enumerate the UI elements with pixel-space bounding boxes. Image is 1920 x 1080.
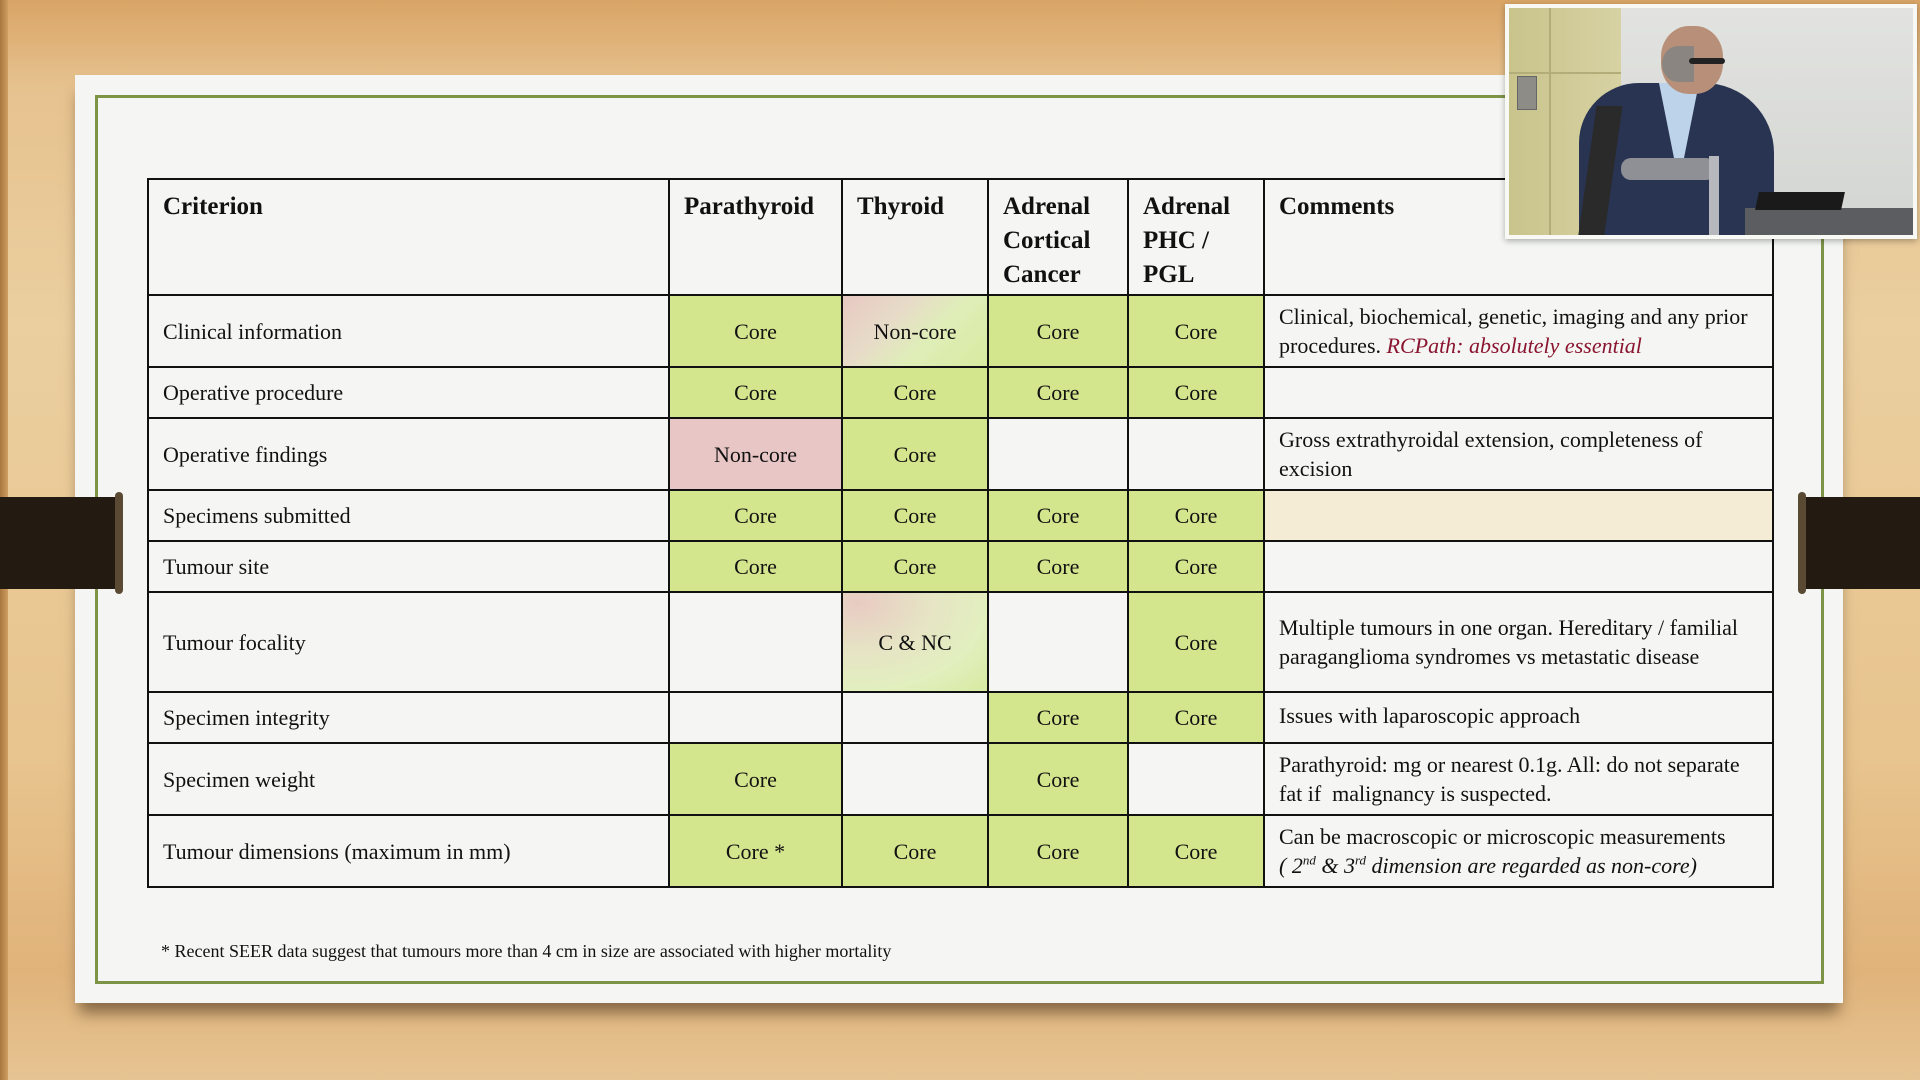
criterion-cell: Tumour dimensions (maximum in mm) <box>148 815 669 887</box>
header-adrenal-cortical: Adrenal Cortical Cancer <box>988 179 1128 295</box>
adrenal-cortical-cell <box>988 418 1128 490</box>
adrenal-phc-pgl-cell: Core <box>1128 367 1264 418</box>
criterion-cell: Clinical information <box>148 295 669 367</box>
thyroid-cell: Core <box>842 490 988 541</box>
header-thyroid: Thyroid <box>842 179 988 295</box>
dimension-note: ( 2nd & 3rd dimension are regarded as non-core) <box>1279 852 1697 878</box>
presenter-video-inset <box>1505 4 1917 239</box>
comment-cell: Issues with laparoscopic approach <box>1264 692 1773 743</box>
parathyroid-cell: Core * <box>669 815 842 887</box>
adrenal-phc-pgl-cell: Core <box>1128 815 1264 887</box>
thyroid-cell: Core <box>842 367 988 418</box>
header-parathyroid: Parathyroid <box>669 179 842 295</box>
comment-cell <box>1264 295 1773 367</box>
comment-cell: Gross extrathyroidal extension, completeness of excision <box>1264 418 1773 490</box>
table-row <box>148 295 1773 367</box>
criterion-cell: Operative findings <box>148 418 669 490</box>
footnote: * Recent SEER data suggest that tumours more than 4 cm in size are associated with higher mortality <box>161 941 892 961</box>
thyroid-cell <box>842 692 988 743</box>
parathyroid-cell: Core <box>669 490 842 541</box>
adrenal-cortical-cell <box>988 592 1128 692</box>
table-row <box>148 367 1773 418</box>
criterion-cell: Tumour focality <box>148 592 669 692</box>
parathyroid-cell: Non-core <box>669 418 842 490</box>
table-row <box>148 743 1773 815</box>
comment-cell <box>1264 490 1773 541</box>
parathyroid-cell: Core <box>669 743 842 815</box>
laptop <box>1755 192 1845 210</box>
adrenal-phc-pgl-cell: Core <box>1128 295 1264 367</box>
comment-cell <box>1264 815 1773 887</box>
criterion-cell: Tumour site <box>148 541 669 592</box>
light-switch-icon <box>1517 76 1537 110</box>
thyroid-cell: Core <box>842 541 988 592</box>
criterion-cell: Specimen integrity <box>148 692 669 743</box>
adrenal-phc-pgl-cell: Core <box>1128 692 1264 743</box>
thyroid-cell: Core <box>842 418 988 490</box>
comment-text: Clinical, biochemical, genetic, imaging and any prior procedures. <box>1279 304 1748 358</box>
comment-cell: Multiple tumours in one organ. Hereditary / familial paraganglioma syndromes vs metastatic disease <box>1264 592 1773 692</box>
adrenal-cortical-cell: Core <box>988 367 1128 418</box>
criterion-cell: Operative procedure <box>148 367 669 418</box>
adrenal-cortical-cell: Core <box>988 295 1128 367</box>
comment-cell <box>1264 541 1773 592</box>
adrenal-cortical-cell: Core <box>988 541 1128 592</box>
thyroid-cell: Non-core <box>842 295 988 367</box>
thyroid-cell: Core <box>842 815 988 887</box>
header-comments: Comments <box>1264 179 1773 295</box>
parathyroid-cell <box>669 592 842 692</box>
adrenal-cortical-cell: Core <box>988 692 1128 743</box>
binder-clip-right <box>1800 497 1920 589</box>
adrenal-phc-pgl-cell: Core <box>1128 592 1264 692</box>
table-row <box>148 592 1773 692</box>
rcpath-note: RCPath: absolutely essential <box>1386 333 1642 358</box>
parathyroid-cell <box>669 692 842 743</box>
table-row <box>148 541 1773 592</box>
table-row <box>148 692 1773 743</box>
criterion-cell: Specimen weight <box>148 743 669 815</box>
binder-clip-left <box>0 497 119 589</box>
table-row <box>148 815 1773 887</box>
comment-cell: Parathyroid: mg or nearest 0.1g. All: do not separate fat if malignancy is suspected. <box>1264 743 1773 815</box>
adrenal-cortical-cell: Core <box>988 743 1128 815</box>
header-adrenal-phc-pgl: Adrenal PHC / PGL <box>1128 179 1264 295</box>
adrenal-phc-pgl-cell: Core <box>1128 541 1264 592</box>
thyroid-cell <box>842 743 988 815</box>
table-row <box>148 490 1773 541</box>
parathyroid-cell: Core <box>669 295 842 367</box>
binder-clip-left-cap <box>115 492 123 594</box>
thyroid-cell: C & NC <box>842 592 988 692</box>
adrenal-phc-pgl-cell <box>1128 743 1264 815</box>
adrenal-cortical-cell: Core <box>988 490 1128 541</box>
lectern <box>1745 208 1913 235</box>
comment-text: Can be macroscopic or microscopic measurements <box>1279 824 1726 849</box>
criterion-cell: Specimens submitted <box>148 490 669 541</box>
adrenal-phc-pgl-cell <box>1128 418 1264 490</box>
adrenal-cortical-cell: Core <box>988 815 1128 887</box>
criteria-table <box>147 178 1774 888</box>
comment-cell <box>1264 367 1773 418</box>
header-criterion: Criterion <box>148 179 669 295</box>
adrenal-phc-pgl-cell: Core <box>1128 490 1264 541</box>
binder-clip-right-cap <box>1798 492 1806 594</box>
parathyroid-cell: Core <box>669 367 842 418</box>
table-row <box>148 418 1773 490</box>
parathyroid-cell: Core <box>669 541 842 592</box>
video-frame <box>1509 8 1913 235</box>
